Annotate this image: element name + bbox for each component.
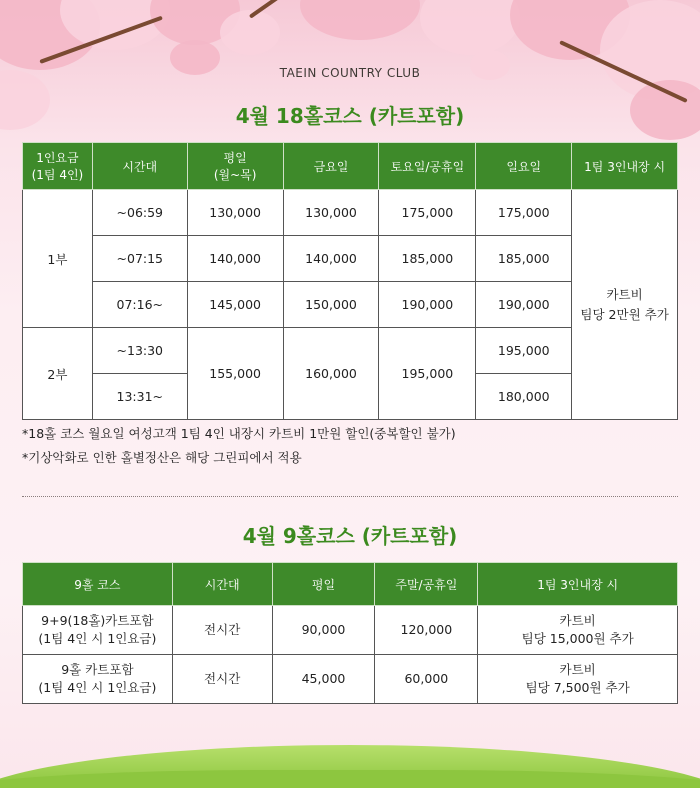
header-weekday: 평일 bbox=[272, 563, 375, 606]
header-time: 시간대 bbox=[172, 563, 272, 606]
table-header-row bbox=[23, 143, 678, 190]
course-cell: 9+9(18홀)카트포함 (1팀 4인 시 1인요금) bbox=[23, 606, 173, 655]
time-cell: 전시간 bbox=[172, 606, 272, 655]
weekday-price: 145,000 bbox=[187, 282, 283, 328]
table-row bbox=[23, 190, 678, 236]
course9-title: 4월 9홀코스 (카트포함) bbox=[242, 524, 458, 548]
header-weekday: 평일 (월~목) bbox=[187, 143, 283, 190]
header-saturday-holiday: 토요일/공휴일 bbox=[379, 143, 476, 190]
header-weekend: 주말/공휴일 bbox=[375, 563, 478, 606]
sunday-price: 180,000 bbox=[476, 374, 572, 420]
course18-table bbox=[22, 142, 678, 420]
part2-label: 2부 bbox=[23, 328, 93, 420]
divider bbox=[22, 496, 678, 497]
friday-price: 130,000 bbox=[283, 190, 379, 236]
saturday-price: 185,000 bbox=[379, 236, 476, 282]
three-player-note: 카트비 팀당 2만원 추가 bbox=[572, 190, 678, 420]
three-player-note: 카트비 팀당 7,500원 추가 bbox=[478, 655, 678, 704]
weekday-price: 130,000 bbox=[187, 190, 283, 236]
header-price: 1인요금 (1팀 4인) bbox=[23, 143, 93, 190]
weekday-price: 90,000 bbox=[272, 606, 375, 655]
note-women-discount: *18홀 코스 월요일 여성고객 1팀 4인 내장시 카트비 1만원 할인(중복할인 불가) bbox=[22, 426, 456, 441]
table-row bbox=[23, 655, 678, 704]
time-cell: 07:16~ bbox=[92, 282, 187, 328]
header-three-player: 1팀 3인내장 시 bbox=[478, 563, 678, 606]
saturday-price: 175,000 bbox=[379, 190, 476, 236]
weekend-price: 60,000 bbox=[375, 655, 478, 704]
weekday-price: 155,000 bbox=[187, 328, 283, 420]
sunday-price: 195,000 bbox=[476, 328, 572, 374]
header-three-player: 1팀 3인내장 시 bbox=[572, 143, 678, 190]
time-cell: 전시간 bbox=[172, 655, 272, 704]
table-row bbox=[23, 606, 678, 655]
saturday-price: 190,000 bbox=[379, 282, 476, 328]
header-sunday: 일요일 bbox=[476, 143, 572, 190]
saturday-price: 195,000 bbox=[379, 328, 476, 420]
part1-label: 1부 bbox=[23, 190, 93, 328]
sunday-price: 185,000 bbox=[476, 236, 572, 282]
club-name: TAEIN COUNTRY CLUB bbox=[279, 66, 421, 80]
time-cell: 13:31~ bbox=[92, 374, 187, 420]
header-friday: 금요일 bbox=[283, 143, 379, 190]
friday-price: 140,000 bbox=[283, 236, 379, 282]
time-cell: ~13:30 bbox=[92, 328, 187, 374]
three-player-note: 카트비 팀당 15,000원 추가 bbox=[478, 606, 678, 655]
note-weather: *기상악화로 인한 홀별정산은 해당 그린피에서 적용 bbox=[22, 450, 302, 465]
course9-table bbox=[22, 562, 678, 704]
course-cell: 9홀 카트포함 (1팀 4인 시 1인요금) bbox=[23, 655, 173, 704]
grass-decoration-lower bbox=[0, 770, 700, 788]
header-course: 9홀 코스 bbox=[23, 563, 173, 606]
friday-price: 160,000 bbox=[283, 328, 379, 420]
header-time: 시간대 bbox=[92, 143, 187, 190]
friday-price: 150,000 bbox=[283, 282, 379, 328]
table-header-row bbox=[23, 563, 678, 606]
time-cell: ~07:15 bbox=[92, 236, 187, 282]
sunday-price: 190,000 bbox=[476, 282, 572, 328]
weekday-price: 45,000 bbox=[272, 655, 375, 704]
weekday-price: 140,000 bbox=[187, 236, 283, 282]
time-cell: ~06:59 bbox=[92, 190, 187, 236]
weekend-price: 120,000 bbox=[375, 606, 478, 655]
sunday-price: 175,000 bbox=[476, 190, 572, 236]
course18-title: 4월 18홀코스 (카트포함) bbox=[235, 104, 465, 128]
